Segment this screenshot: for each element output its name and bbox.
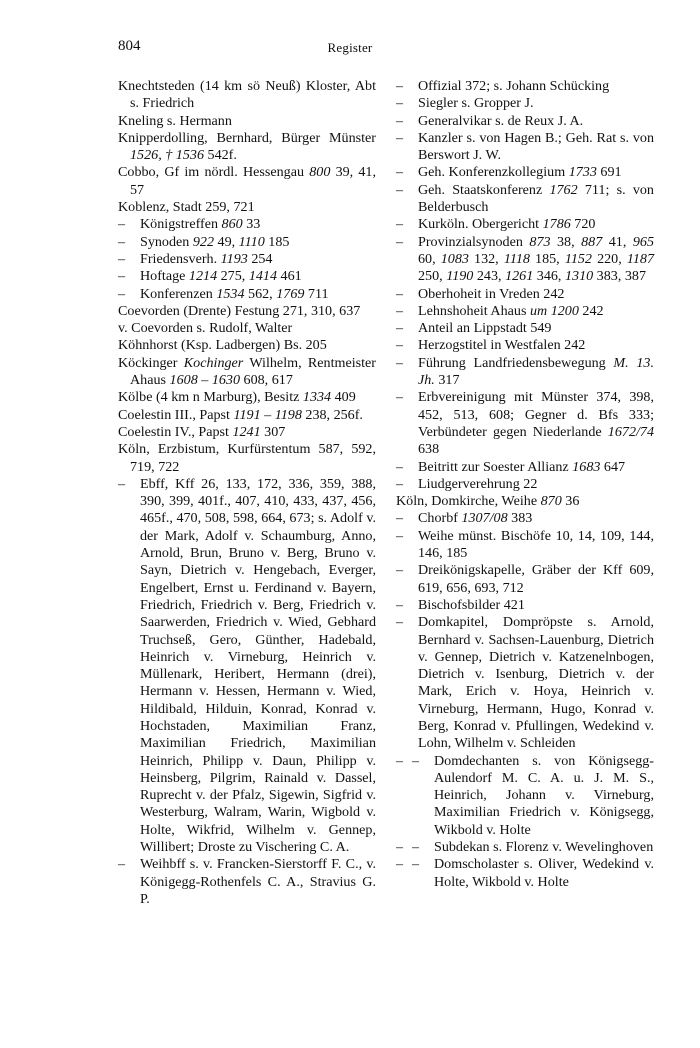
entry-text: 711 xyxy=(304,285,329,302)
entry-italic-text: 1608 – 1630 xyxy=(169,372,241,389)
entry-italic-text: 1191 – 1198 xyxy=(233,406,302,423)
index-entry xyxy=(118,78,376,113)
index-entry xyxy=(396,286,654,303)
dash-marker: – xyxy=(396,217,403,233)
entry-italic-text: 887 xyxy=(581,233,603,250)
dash-marker: – xyxy=(412,857,419,873)
entry-italic-text: 1110 xyxy=(238,233,265,250)
index-entry xyxy=(396,493,654,510)
entry-italic-text: 1193 xyxy=(220,250,248,267)
entry-italic-text: 1534 xyxy=(216,285,245,302)
dash-marker: – xyxy=(396,338,403,354)
index-entry xyxy=(396,528,654,563)
dash-marker: – xyxy=(118,476,125,492)
index-entry xyxy=(396,389,654,458)
dash-marker: – xyxy=(396,511,403,527)
index-entry xyxy=(118,355,376,390)
entry-italic-text: 1118 xyxy=(503,250,530,267)
index-entry xyxy=(396,562,654,597)
index-entry xyxy=(118,407,376,424)
entry-text: Beitritt zur Soester Allianz xyxy=(418,458,573,475)
entry-text: 36 xyxy=(561,493,580,510)
entry-text: Chorbf xyxy=(418,510,462,527)
dash-marker: – xyxy=(118,234,125,250)
entry-text: Siegler s. Gropper J. xyxy=(418,95,534,112)
index-entry xyxy=(118,251,376,268)
index-entry xyxy=(396,510,654,527)
dash-marker: – xyxy=(396,753,403,769)
dash-marker: – xyxy=(396,182,403,198)
entry-text: Wilhelm, Rentmeister Ahaus xyxy=(130,354,376,389)
dash-marker: – xyxy=(396,165,403,181)
entry-text: Ebff, Kff 26, 133, 172, 336, 359, 388, 390, 399, 401f., 407, 410, 433, 437, 456, 465f., 470, 508, 598, 664, 673; s. Adolf v. der Mark, Adolf v. Schaumburg, Anno, Arnold, Brun, Bruno v. Berg, Bruno v. Sayn, Dietrich v. Hengebach, Everger, Engelbert, Ernst u. Ferdinand v. Bayern, Friedrich, Friedrich v. Berg, Friedrich v. Saarwerden, Friedrich v. Wied, Gebhard Truchseß, Gero, Günther, Hadebald, Heinrich v. Virneburg, Heinrich v. Müllenark, Heribert, Hermann (drei), Hermann v. Hessen, Hermann v. Wied, Hildibald, Hilduin, Konrad, Konrad v. Hochstaden, Maximilian Franz, Maximilian Friedrich, Maximilian Heinrich, Philipp v. Daun, Philipp v. Heinsberg, Pilgrim, Rainald v. Dassel, Ruprecht v. der Pfalz, Sigewin, Sigfrid v. Westerburg, Walram, Warin, Wigbold v. Holte, Wikfrid, Wilhelm v. Gennep, Willibert; Droste zu Vischering C. A. xyxy=(140,475,376,856)
dash-marker: – xyxy=(118,269,125,285)
index-column-left xyxy=(118,78,376,908)
dash-marker: – xyxy=(396,597,403,613)
index-entry xyxy=(118,216,376,233)
entry-italic-text: 1762 xyxy=(549,181,578,198)
entry-text: 185, xyxy=(529,250,565,267)
entry-text: Bischofsbilder 421 xyxy=(418,596,525,613)
index-entry xyxy=(118,337,376,354)
entry-text: Domscholaster s. Oliver, Wedekind v. Holte, Wikbold v. Holte xyxy=(434,856,654,890)
entry-text: Geh. Staatskonferenz xyxy=(418,181,550,198)
entry-text: 33 xyxy=(242,216,261,233)
entry-italic-text: 1190 xyxy=(446,268,474,285)
index-entry xyxy=(396,597,654,614)
entry-text: Köln, Domkirche, Weihe xyxy=(396,493,541,510)
entry-italic-text: M. 13. Jh. xyxy=(418,354,654,389)
dash-marker: – xyxy=(396,303,403,319)
entry-italic-text: 1526, † 1536 xyxy=(130,147,204,164)
entry-text: Dreikönigskapelle, Gräber der Kff 609, 619, 656, 693, 712 xyxy=(418,562,654,596)
entry-text: 243, xyxy=(473,268,506,285)
entry-text: Geh. Konferenzkollegium xyxy=(418,164,569,181)
index-entry xyxy=(118,199,376,216)
entry-text: Anteil an Lippstadt 549 xyxy=(418,320,552,337)
entry-text: Erbvereinigung mit Münster 374, 398, 452, 513, 608; Gegner d. Bfs 333; Verbündeter gegen Niederlande xyxy=(418,389,654,440)
index-entry xyxy=(396,130,654,165)
dash-marker: – xyxy=(396,130,403,146)
dash-marker: – xyxy=(396,321,403,337)
dash-marker: – xyxy=(396,563,403,579)
entry-text: 220, xyxy=(591,250,627,267)
index-entry xyxy=(396,839,654,856)
entry-italic-text: 1414 xyxy=(248,268,278,285)
entry-text: Köckinger xyxy=(118,354,184,371)
dash-marker: – xyxy=(118,857,125,873)
dash-marker: – xyxy=(396,286,403,302)
entry-text: 647 xyxy=(600,458,626,475)
entry-text: 409 xyxy=(331,389,356,406)
entry-text: 461 xyxy=(277,268,302,285)
entry-text: Domkapitel, Dompröpste s. Arnold, Bernhard v. Sachsen-Lauenburg, Dietrich v. Gennep, Dietrich v. Katzenelnbogen, Dietrich v. Isenburg, Dietrich v. der Mark, Erich v. Hoya, Heinrich v. Virneburg, Hermann, Hugo, Konrad v. Berg, Konrad v. Pfullingen, Wedekind v. Lohn, Wilhelm v. Schleiden xyxy=(418,614,654,752)
entry-italic-text: 1307/08 xyxy=(461,510,508,527)
index-entry xyxy=(118,424,376,441)
entry-italic-text: 1683 xyxy=(572,458,601,475)
entry-italic-text: 1769 xyxy=(276,285,305,302)
entry-text: 238, 256f. xyxy=(301,406,363,423)
index-entry xyxy=(396,320,654,337)
entry-text: Offizial 372; s. Johann Schücking xyxy=(418,78,610,94)
entry-text: Oberhoheit in Vreden 242 xyxy=(418,285,565,302)
entry-italic-text: 922 xyxy=(192,233,214,250)
entry-text: Synoden xyxy=(140,233,193,250)
entry-text: Coelestin III., Papst xyxy=(118,406,234,423)
entry-text: 250, xyxy=(418,268,447,285)
entry-text: Coelestin IV., Papst xyxy=(118,423,233,440)
entry-text: 254 xyxy=(247,250,273,267)
entry-italic-text: 1672/74 xyxy=(607,423,654,440)
entry-italic-text: 873 xyxy=(529,233,551,250)
entry-text: Hoftage xyxy=(140,268,189,285)
entry-italic-text: 965 xyxy=(632,233,654,250)
entry-text: Knipperdolling, Bernhard, Bürger Münster xyxy=(118,129,376,146)
entry-text: 317 xyxy=(434,372,460,389)
dash-marker: – xyxy=(396,476,403,492)
entry-text: Liudgerverehrung 22 xyxy=(418,475,538,492)
index-entry xyxy=(118,441,376,476)
dash-marker: – xyxy=(396,79,403,94)
dash-marker: – xyxy=(396,113,403,129)
index-entry xyxy=(396,355,654,390)
dash-marker: – xyxy=(396,96,403,112)
entry-italic-text: 1241 xyxy=(232,423,261,440)
entry-text: 346, xyxy=(533,268,565,285)
entry-text: 608, 617 xyxy=(240,372,293,389)
dash-marker: – xyxy=(118,286,125,302)
entry-text: 49, xyxy=(214,233,239,250)
entry-text: Köhnhorst (Ksp. Ladbergen) Bs. 205 xyxy=(118,337,327,354)
entry-text: 638 xyxy=(418,441,440,458)
entry-text: Kanzler s. von Hagen B.; Geh. Rat s. von Berswort J. W. xyxy=(418,129,654,164)
dash-marker: – xyxy=(396,840,403,856)
entry-italic-text: 1733 xyxy=(568,164,597,181)
index-entry xyxy=(118,286,376,303)
dash-marker: – xyxy=(412,753,419,769)
running-head: Register xyxy=(327,40,373,55)
index-entry xyxy=(118,389,376,406)
entry-italic-text: 1214 xyxy=(188,268,218,285)
entry-text: Weihbff s. v. Francken-Sierstorff F. C., v. Königegg-Rothenfels C. A., Stravius G. P. xyxy=(140,856,376,907)
entry-text: Herzogstitel in Westfalen 242 xyxy=(418,337,586,354)
dash-marker: – xyxy=(396,528,403,544)
dash-marker: – xyxy=(396,615,403,631)
entry-text: Köln, Erzbistum, Kurfürstentum 587, 592, 719, 722 xyxy=(118,441,376,475)
entry-text: Coevorden (Drente) Festung 271, 310, 637 xyxy=(118,302,361,319)
entry-text: 307 xyxy=(260,423,286,440)
entry-text: 41, xyxy=(602,233,633,250)
entry-text: 38, xyxy=(550,233,582,250)
entry-text: Kölbe (4 km n Marburg), Besitz xyxy=(118,389,303,406)
index-entry xyxy=(396,459,654,476)
entry-text: 132, xyxy=(468,250,504,267)
index-entry xyxy=(396,113,654,130)
entry-italic-text: 870 xyxy=(540,493,562,510)
index-entry xyxy=(396,95,654,112)
entry-text: Cobbo, Gf im nördl. Hessengau xyxy=(118,164,310,181)
index-entry xyxy=(118,113,376,130)
index-entry xyxy=(396,753,654,839)
entry-text: Koblenz, Stadt 259, 721 xyxy=(118,199,255,216)
index-entry xyxy=(118,234,376,251)
index-entry xyxy=(118,130,376,165)
entry-italic-text: 1152 xyxy=(564,250,592,267)
index-column-right xyxy=(396,78,654,891)
entry-text: Knechtsteden (14 km sö Neuß) Kloster, Abt s. Friedrich xyxy=(118,78,376,112)
entry-text: 383, 387 xyxy=(593,268,647,285)
entry-italic-text: 1786 xyxy=(542,216,571,233)
entry-text: 185 xyxy=(264,233,290,250)
entry-italic-text: 800 xyxy=(309,164,331,181)
dash-marker: – xyxy=(396,234,403,250)
entry-text: 275, xyxy=(217,268,249,285)
dash-marker: – xyxy=(396,459,403,475)
entry-text: Kneling s. Hermann xyxy=(118,112,232,129)
entry-text: Lehnshoheit Ahaus xyxy=(418,302,530,319)
index-entry xyxy=(118,476,376,857)
entry-text: Subdekan s. Florenz v. Wevelinghoven xyxy=(434,839,654,856)
entry-text: 242 xyxy=(578,302,604,319)
index-entry xyxy=(396,216,654,233)
entry-italic-text: 1261 xyxy=(505,268,534,285)
index-entry xyxy=(396,337,654,354)
index-entry xyxy=(118,320,376,337)
index-entry xyxy=(118,268,376,285)
index-entry xyxy=(396,78,654,95)
entry-text: Provinzialsynoden xyxy=(418,233,530,250)
dash-marker: – xyxy=(396,857,403,873)
entry-text: 720 xyxy=(570,216,596,233)
dash-marker: – xyxy=(396,390,403,406)
index-entry xyxy=(396,234,654,286)
entry-text: Friedensverh. xyxy=(140,250,221,267)
entry-italic-text: um 1200 xyxy=(529,302,579,319)
index-entry xyxy=(396,614,654,752)
entry-text: Führung Landfriedensbewegung xyxy=(418,354,614,371)
entry-text: v. Coevorden s. Rudolf, Walter xyxy=(118,320,293,337)
entry-italic-text: 1187 xyxy=(626,250,655,267)
index-entry xyxy=(396,182,654,217)
entry-text: Konferenzen xyxy=(140,285,217,302)
index-entry xyxy=(396,476,654,493)
dash-marker: – xyxy=(396,355,403,371)
entry-italic-text: 860 xyxy=(221,216,243,233)
entry-italic-text: Kochinger xyxy=(183,354,244,371)
index-entry xyxy=(118,856,376,908)
page-number: 804 xyxy=(118,38,141,54)
entry-italic-text: 1310 xyxy=(564,268,594,285)
entry-text: 383 xyxy=(507,510,533,527)
entry-text: Domdechanten s. von Königsegg-Aulendorf M. C. A. u. J. M. S., Heinrich, Johann v. Virneburg, Maximilian Friedrich v. Königsegg, Wikbold v. Holte xyxy=(434,752,654,838)
entry-text: 60, xyxy=(418,250,441,267)
entry-text: Kurköln. Obergericht xyxy=(418,216,543,233)
entry-text: 691 xyxy=(596,164,622,181)
index-entry xyxy=(396,856,654,891)
entry-text: Weihe münst. Bischöfe 10, 14, 109, 144, 146, 185 xyxy=(418,527,654,562)
dash-marker: – xyxy=(118,251,125,267)
index-entry xyxy=(396,303,654,320)
entry-text: Generalvikar s. de Reux J. A. xyxy=(418,112,584,129)
entry-italic-text: 1083 xyxy=(440,250,469,267)
entry-text: 39, 41, 57 xyxy=(130,164,377,198)
entry-text: 711; s. von Belderbusch xyxy=(418,181,654,216)
entry-italic-text: 1334 xyxy=(302,389,332,406)
entry-text: 542f. xyxy=(204,147,237,164)
dash-marker: – xyxy=(118,217,125,233)
index-entry xyxy=(118,303,376,320)
index-entry xyxy=(396,164,654,181)
entry-text: Königstreffen xyxy=(140,216,222,233)
index-entry xyxy=(118,164,376,199)
entry-text: 562, xyxy=(244,285,277,302)
dash-marker: – xyxy=(412,840,419,856)
